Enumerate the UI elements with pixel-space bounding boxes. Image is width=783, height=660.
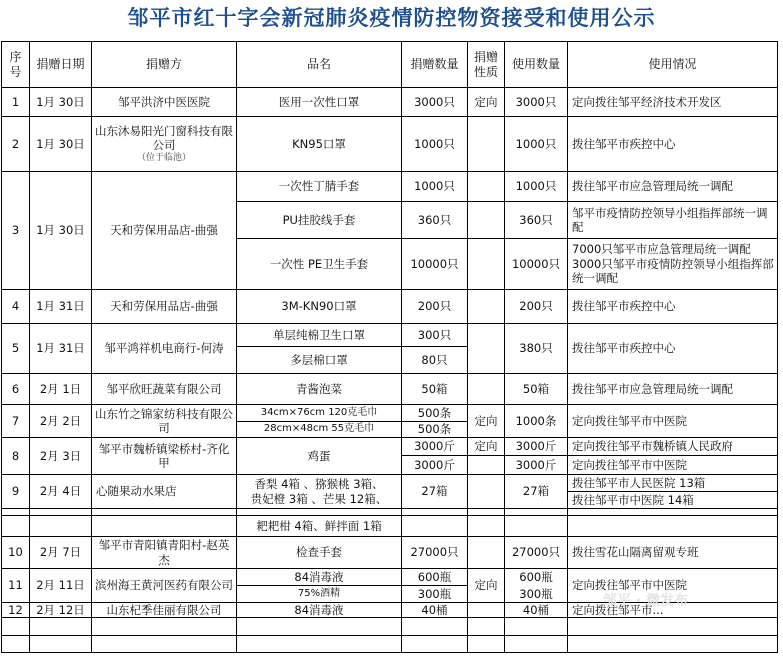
row-qty: 3000斤 [414, 457, 455, 472]
row-usage: 邹平市疫情防控领导小组指挥部统一调配 [572, 205, 768, 234]
row-usage: 拨往雪花山隔离留观专班 [572, 545, 699, 560]
row-item: 青酱泡菜 [296, 381, 342, 396]
row-qty: 300只 [417, 327, 452, 342]
row-usage: 拨往邹平市应急管理局统一调配 [572, 381, 733, 396]
row-date: 1月 30日 [36, 223, 85, 238]
row-qty: 3000只 [414, 94, 455, 109]
row-qty: 500条 [417, 422, 452, 437]
row-item: 一次性丁腈手套 [278, 179, 360, 194]
row-nature: 定向 [474, 578, 498, 593]
row-item: 84消毒液 [294, 603, 344, 617]
row-used: 200只 [519, 299, 553, 314]
row-donor: 天和劳保用品店-曲强 [110, 223, 218, 238]
row-date: 1月 30日 [36, 136, 85, 151]
row-usage: 定向拨往邹平经济技术开发区 [572, 94, 722, 109]
grid-line [777, 41, 778, 653]
row-used: 380只 [519, 341, 553, 356]
row-used: 1000只 [515, 136, 557, 151]
row-date: 1月 31日 [36, 299, 85, 314]
row-qty: 50箱 [421, 381, 448, 396]
row-date: 2月 2日 [39, 413, 82, 428]
row-item: 28cm×48cm 55克毛巾 [263, 423, 375, 435]
row-item: 75%酒精 [297, 587, 341, 599]
item-line: 香梨 4箱 、猕猴桃 3箱、 [254, 477, 384, 492]
row-used: 1000只 [515, 179, 557, 194]
watermark: 邹平 · 微发布 [603, 593, 689, 609]
row-qty: 500条 [417, 405, 452, 420]
header-qty: 捐赠数量 [410, 57, 459, 71]
grid-line [1, 652, 778, 653]
row-usage: 拨往邹平市疾控中心 [572, 299, 676, 314]
row-item: 单层纯棉卫生口罩 [273, 327, 365, 342]
row-no: 3 [11, 223, 20, 238]
row-qty: 80只 [421, 352, 448, 367]
row-no: 11 [8, 578, 23, 593]
page-title: 邹平市红十字会新冠肺炎疫情防控物资接受和使用公示 [127, 6, 656, 30]
row-usage [568, 239, 777, 289]
row-no: 8 [11, 448, 20, 463]
header-item: 品名 [306, 57, 331, 71]
row-qty: 40桶 [421, 603, 448, 617]
row-used: 3000斤 [515, 439, 557, 454]
row-qty: 1000只 [414, 179, 455, 194]
row-used: 27000只 [511, 545, 561, 560]
usage-line: 7000只邹平市应急管理局统一调配 [572, 242, 751, 257]
row-date: 2月 7日 [39, 545, 82, 560]
header-usage: 使用情况 [648, 57, 697, 71]
row-donor [92, 117, 236, 171]
row-donor: 邹平欣旺蔬菜有限公司 [106, 381, 222, 396]
row-nature: 定向 [474, 413, 498, 428]
row-usage: 定向拨往邹平市... [572, 603, 664, 617]
header-donor: 捐赠方 [145, 57, 182, 71]
row-used: 1000条 [515, 413, 557, 428]
row-used: 360只 [519, 212, 553, 227]
row-donor: 邹平鸿祥机电商行-何涛 [104, 341, 224, 356]
donation-table [1, 41, 778, 653]
row-qty: 3000斤 [414, 439, 455, 454]
header-no: 序号 [9, 49, 22, 79]
row-item: KN95口罩 [292, 136, 346, 151]
row-donor: 山东竹之锦家纺科技有限公司 [95, 406, 233, 435]
row-usage: 定向拨往邹平市中医院 [572, 578, 687, 593]
row-qty: 1000只 [414, 136, 455, 151]
row-date: 2月 12日 [36, 603, 85, 617]
row-usage: 拨往邹平市疾控中心 [572, 341, 676, 356]
row-qty: 300瓶 [417, 586, 452, 601]
row-item: 3M-KN90口罩 [281, 299, 357, 314]
row-no: 2 [11, 136, 20, 151]
row-item: 84消毒液 [294, 569, 344, 584]
row-used: 300瓶 [519, 586, 553, 601]
row-donor: 山东杞季佳丽有限公司 [106, 603, 222, 617]
row-item-continued: 耙耙柑 4箱、鲜拌面 1箱 [256, 518, 382, 533]
header-used: 使用数量 [511, 57, 560, 71]
row-item: 34cm×76cm 120克毛巾 [260, 406, 378, 418]
row-qty: 360只 [417, 212, 452, 227]
row-used: 3000斤 [515, 457, 557, 472]
row-donor: 邹平洪济中医医院 [118, 94, 210, 109]
row-item [237, 475, 401, 508]
row-donor: 邹平市魏桥镇梁桥村-齐化甲 [98, 441, 230, 470]
row-donor: 邹平市青阳镇青阳村-赵英杰 [98, 538, 230, 567]
row-nature: 定向 [474, 94, 498, 109]
row-used: 27箱 [522, 484, 550, 499]
row-usage: 定向拨往邹平市魏桥镇人民政府 [572, 439, 733, 454]
row-nature: 定向 [474, 439, 498, 454]
row-no: 9 [11, 484, 20, 499]
row-donor: 心随果动水果店 [96, 484, 177, 499]
row-qty: 10000只 [410, 256, 459, 271]
item-line: 贵妃橙 3箱 、芒果 12箱、 [250, 491, 388, 506]
row-item: 鸡蛋 [307, 448, 331, 463]
row-usage: 定向拨往邹平市中医院 [572, 413, 687, 428]
row-no: 10 [8, 545, 23, 560]
row-date: 2月 4日 [39, 484, 82, 499]
row-no: 1 [11, 94, 20, 109]
row-qty: 200只 [417, 299, 452, 314]
row-date: 1月 31日 [36, 341, 85, 356]
row-usage: 拨往邹平市疾控中心 [572, 136, 676, 151]
row-qty: 600瓶 [417, 569, 452, 584]
row-donor: 滨州海王黄河医药有限公司 [95, 578, 233, 593]
row-no: 5 [11, 341, 20, 356]
row-date: 2月 3日 [39, 448, 82, 463]
row-usage: 定向拨往邹平市中医院 [572, 457, 687, 472]
row-used: 3000只 [515, 94, 557, 109]
grid-line [1, 508, 778, 509]
row-item: 医用一次性口罩 [278, 94, 360, 109]
row-used: 600瓶 [519, 569, 553, 584]
row-no: 6 [11, 381, 20, 396]
row-usage: 拨往邹平市应急管理局统一调配 [572, 179, 733, 194]
row-used: 10000只 [511, 256, 561, 271]
row-item: 多层棉口罩 [290, 352, 348, 367]
row-item: 检查手套 [296, 545, 342, 560]
row-usage: 拨往邹平市人民医院 13箱 [572, 475, 706, 490]
donor-note: （位于临池） [136, 152, 191, 163]
row-qty: 27000只 [410, 545, 459, 560]
grid-line [1, 635, 778, 636]
donor-name: 山东沐易阳光门窗科技有限公司 [95, 124, 233, 153]
grid-line [467, 41, 468, 653]
header-nature: 捐赠性质 [473, 49, 498, 79]
usage-line: 3000只邹平市疫情防控领导小组指挥部统一调配 [572, 256, 774, 286]
row-donor: 天和劳保用品店-曲强 [110, 299, 218, 314]
row-date: 2月 1日 [39, 381, 82, 396]
row-item: PU挂胶线手套 [282, 212, 356, 227]
header-date: 捐赠日期 [36, 57, 85, 71]
row-item: 一次性 PE卫生手套 [269, 256, 369, 271]
row-usage: 拨往邹平市中医院 14箱 [572, 492, 694, 507]
row-used: 40桶 [522, 603, 550, 617]
row-date: 1月 30日 [36, 94, 85, 109]
row-no: 12 [8, 603, 23, 617]
row-no: 7 [11, 413, 20, 428]
row-qty: 27箱 [421, 484, 448, 499]
row-date: 2月 11日 [36, 578, 85, 593]
row-no: 4 [11, 299, 20, 314]
row-used: 50箱 [522, 381, 550, 396]
